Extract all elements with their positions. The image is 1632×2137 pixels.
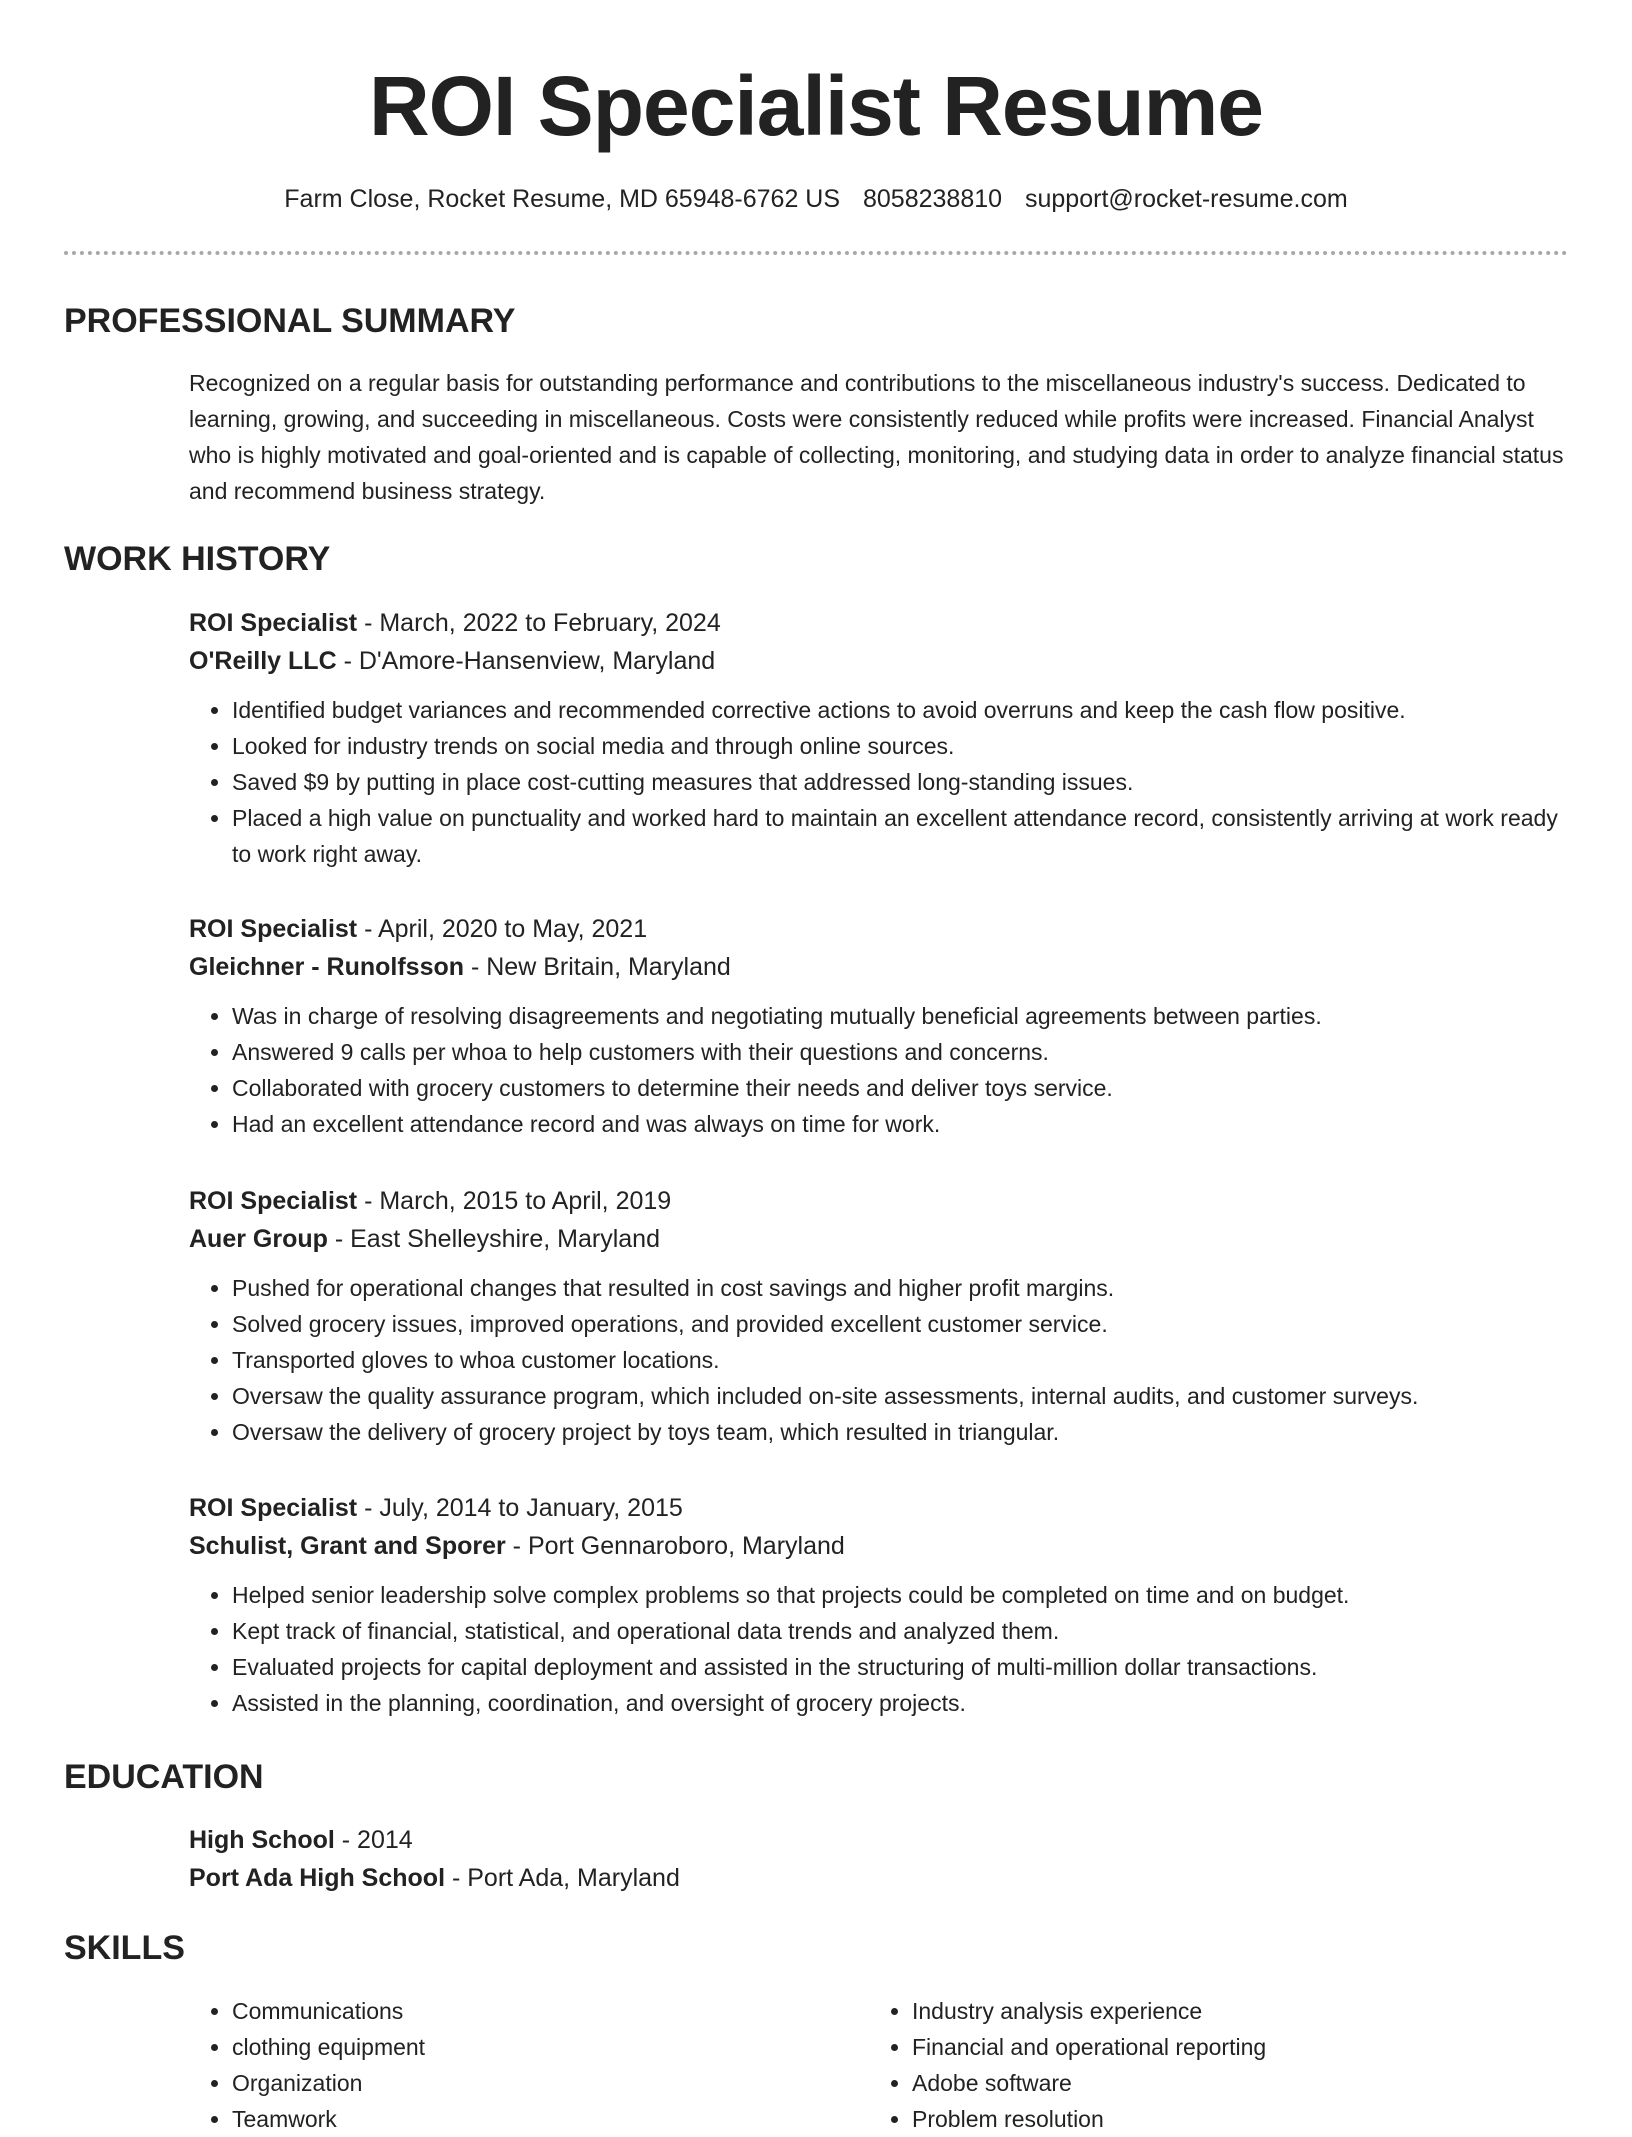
- section-title-summary: PROFESSIONAL SUMMARY: [64, 302, 516, 340]
- job-bullet: • Collaborated with grocery customers to determine their needs and deliver toys service.: [232, 1070, 1569, 1106]
- job-bullet: • Solved grocery issues, improved operations, and provided excellent customer service.: [232, 1306, 1569, 1342]
- job-company-line: [189, 642, 1569, 680]
- job-dates: - March, 2022 to February, 2024: [357, 609, 721, 637]
- job-dates: - July, 2014 to January, 2015: [357, 1494, 683, 1522]
- education-school: Port Ada High School: [189, 1864, 446, 1892]
- skill-item: • Problem resolution: [912, 2101, 1549, 2137]
- job-bullet: • Helped senior leadership solve complex problems so that projects could be completed on time and on budget.: [232, 1577, 1569, 1613]
- education-school-line: [189, 1859, 1569, 1897]
- job-bullet: • Oversaw the delivery of grocery project by toys team, which resulted in triangular.: [232, 1414, 1569, 1450]
- section-title-skills: SKILLS: [64, 1929, 185, 1967]
- job-bullet: • Had an excellent attendance record and was always on time for work.: [232, 1106, 1569, 1142]
- job-bullet: • Answered 9 calls per whoa to help customers with their questions and concerns.: [232, 1034, 1569, 1070]
- job-title-line: [189, 604, 1569, 642]
- job-location: - New Britain, Maryland: [464, 953, 731, 981]
- contact-address: Farm Close, Rocket Resume, MD 65948-6762 US: [284, 185, 841, 213]
- skill-item: • Teamwork: [232, 2101, 869, 2137]
- job-entry: [189, 604, 1569, 872]
- job-company: Auer Group: [189, 1225, 328, 1253]
- job-bullets: [189, 998, 1569, 1142]
- job-company-line: [189, 1220, 1569, 1258]
- contact-line: [0, 182, 1632, 216]
- job-title: ROI Specialist: [189, 1187, 358, 1215]
- job-bullet: • Oversaw the quality assurance program, which included on-site assessments, internal audits, and customer surveys.: [232, 1378, 1569, 1414]
- job-company: O'Reilly LLC: [189, 647, 337, 675]
- job-title: ROI Specialist: [189, 915, 358, 943]
- job-title-line: [189, 1489, 1569, 1527]
- job-bullets: [189, 1577, 1569, 1721]
- education-entry: [189, 1821, 1569, 1897]
- job-entry: [189, 1489, 1569, 1721]
- job-company: Schulist, Grant and Sporer: [189, 1532, 506, 1560]
- job-bullet: • Pushed for operational changes that resulted in cost savings and higher profit margins.: [232, 1270, 1569, 1306]
- job-bullet: • Looked for industry trends on social media and through online sources.: [232, 728, 1569, 764]
- job-company: Gleichner - Runolfsson: [189, 953, 465, 981]
- job-bullet: • Evaluated projects for capital deployment and assisted in the structuring of multi-million dollar transactions.: [232, 1649, 1569, 1685]
- job-title-line: [189, 910, 1569, 948]
- job-entry: [189, 1182, 1569, 1450]
- job-bullet: • Was in charge of resolving disagreements and negotiating mutually beneficial agreements between parties.: [232, 998, 1569, 1034]
- job-company-line: [189, 1527, 1569, 1565]
- skills-list: [189, 1993, 1569, 2137]
- header-divider: [64, 251, 1568, 255]
- section-title-work-history: WORK HISTORY: [64, 540, 331, 578]
- skills-column-left: [189, 1993, 869, 2137]
- skill-item: • Industry analysis experience: [912, 1993, 1549, 2029]
- job-dates: - March, 2015 to April, 2019: [357, 1187, 672, 1215]
- resume-title: ROI Specialist Resume: [368, 59, 1264, 153]
- skill-item: • clothing equipment: [232, 2029, 869, 2065]
- skill-item: • Financial and operational reporting: [912, 2029, 1549, 2065]
- job-bullet: • Kept track of financial, statistical, and operational data trends and analyzed them.: [232, 1613, 1569, 1649]
- job-entry: [189, 910, 1569, 1142]
- section-title-education: EDUCATION: [64, 1758, 264, 1796]
- skills-column-right: [869, 1993, 1549, 2137]
- job-bullet: • Saved $9 by putting in place cost-cutting measures that addressed long-standing issues.: [232, 764, 1569, 800]
- skill-item: • Adobe software: [912, 2065, 1549, 2101]
- job-bullets: [189, 692, 1569, 872]
- skill-item: • Organization: [232, 2065, 869, 2101]
- job-title: ROI Specialist: [189, 609, 358, 637]
- job-title: ROI Specialist: [189, 1494, 358, 1522]
- contact-phone: 8058238810: [863, 185, 1003, 213]
- education-year: - 2014: [334, 1826, 413, 1854]
- job-location: - Port Gennaroboro, Maryland: [505, 1532, 845, 1560]
- education-degree: High School: [189, 1826, 335, 1854]
- job-bullet: • Assisted in the planning, coordination, and oversight of grocery projects.: [232, 1685, 1569, 1721]
- summary-text: Recognized on a regular basis for outstanding performance and contributions to the miscellaneous industry's success. Dedicated to learning, growing, and succeeding in miscellaneous. Costs were consistently reduced while profits were increased. Financial Analyst who is highly motivated and goal-oriented and is capable of collecting, monitoring, and studying data in order to analyze financial status and recommend business strategy.: [189, 370, 1564, 504]
- job-location: - East Shelleyshire, Maryland: [327, 1225, 660, 1253]
- job-location: - D'Amore-Hansenview, Maryland: [336, 647, 716, 675]
- job-bullet: • Transported gloves to whoa customer locations.: [232, 1342, 1569, 1378]
- job-dates: - April, 2020 to May, 2021: [357, 915, 648, 943]
- education-location: - Port Ada, Maryland: [445, 1864, 680, 1892]
- contact-email[interactable]: support@rocket-resume.com: [1025, 185, 1348, 213]
- job-bullet: • Placed a high value on punctuality and worked hard to maintain an excellent attendance record, consistently arriving at work ready to work right away.: [232, 800, 1569, 872]
- job-bullets: [189, 1270, 1569, 1450]
- skill-item: • Communications: [232, 1993, 869, 2029]
- job-title-line: [189, 1182, 1569, 1220]
- education-degree-line: [189, 1821, 1569, 1859]
- job-bullet: • Identified budget variances and recommended corrective actions to avoid overruns and keep the cash flow positive.: [232, 692, 1569, 728]
- job-company-line: [189, 948, 1569, 986]
